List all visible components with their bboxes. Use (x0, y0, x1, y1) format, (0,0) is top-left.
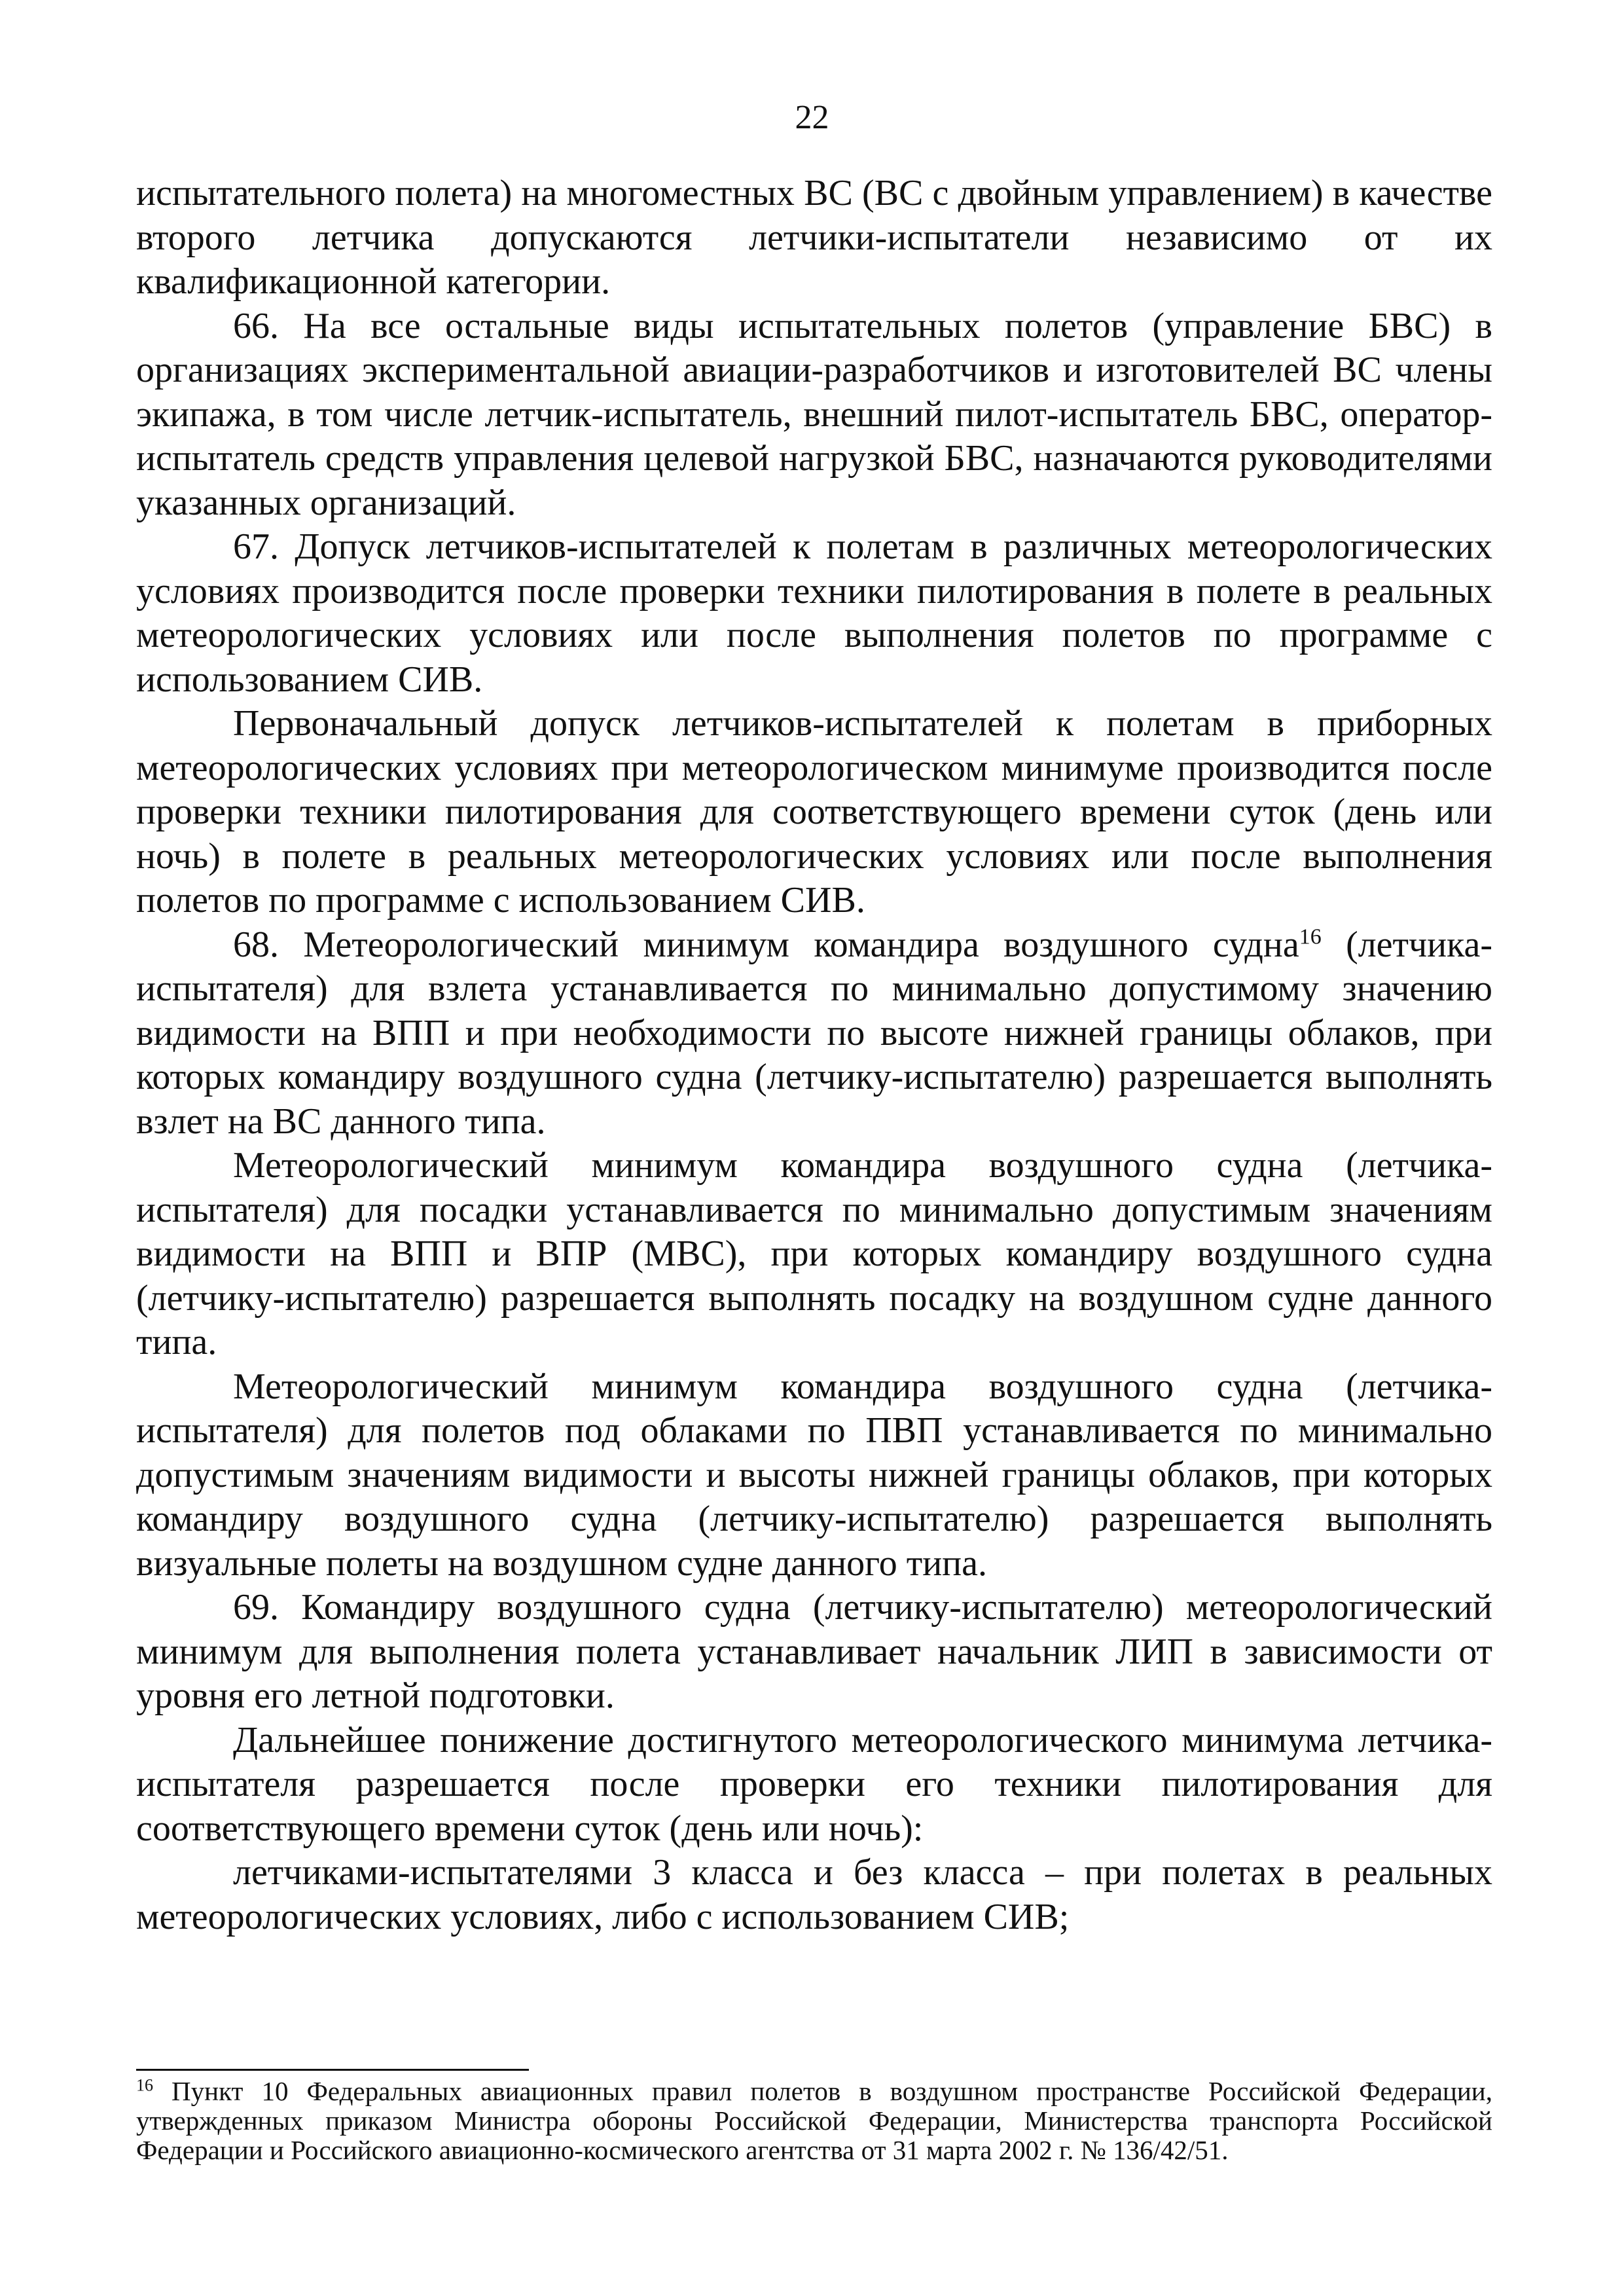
paragraph-69-list-item: летчиками-испытателями 3 класса и без класса – при полетах в реальных метеорологических условиях, либо с использованием СИВ; (136, 1852, 1492, 1937)
paragraph-67: 67. Допуск летчиков-испытателей к полетам в различных метеорологических условиях производится после проверки техники пилотирования в полете в реальных метеорологических условиях или после выполнения полетов по программе с использованием СИВ. (136, 526, 1492, 700)
paragraph-69-further-lowering: Дальнейшее понижение достигнутого метеорологического минимума летчика-испытателя разрешается после проверки его техники пилотирования для соответствующего времени суток (день или ночь): (136, 1719, 1492, 1849)
footnote-text: Пункт 10 Федеральных авиационных правил полетов в воздушном пространстве Российской Федерации, утвержденных приказом Министра обороны Российской Федерации, Министерства транспорта Российской Федерации и Российского авиационно-космического агентства от 31 марта 2002 г. № 136/42/51. (136, 2076, 1492, 2165)
paragraph-68 (136, 923, 1492, 1144)
footnote (136, 2077, 1492, 2165)
paragraph-69: 69. Командиру воздушного судна (летчику-испытателю) метеорологический минимум для выполнения полета устанавливает начальник ЛИП в зависимости от уровня его летной подготовки. (136, 1587, 1492, 1716)
page-number: 22 (795, 99, 829, 136)
paragraph-67-initial-admission: Первоначальный допуск летчиков-испытателей к полетам в приборных метеорологических условиях при метеорологическом минимуме производится после проверки техники пилотирования для соответствующего времени суток (день или ночь) в полете в реальных метеорологических условиях или после выполнения полетов по программе с использованием СИВ. (136, 703, 1492, 920)
paragraph-68-vfr-minimum: Метеорологический минимум командира воздушного судна (летчика-испытателя) для полетов под облаками по ПВП устанавливается по минимально допустимым значениям видимости и высоты нижней границы облаков, при которых командиру воздушного судна (летчику-испытателю) разрешается выполнять визуальные полеты на воздушном судне данного типа. (136, 1366, 1492, 1584)
paragraph-68-text-end: (летчика-испытателя) для взлета устанавливается по минимально допустимому значению видимости на ВПП и при необходимости по высоте нижней границы облаков, при которых командиру воздушного судна (летчику-испытателю) разрешается выполнять взлет на ВС данного типа. (136, 924, 1492, 1142)
paragraph-continued: испытательного полета) на многоместных ВС (ВС с двойным управлением) в качестве второго летчика допускаются летчики-испытатели независимо от их квалификационной категории. (136, 173, 1492, 302)
paragraph-66: 66. На все остальные виды испытательных полетов (управление БВС) в организациях экспериментальной авиации-разработчиков и изготовителей ВС члены экипажа, в том числе летчик-испытатель, внешний пилот-испытатель БВС, оператор-испытатель средств управления целевой нагрузкой БВС, назначаются руководителями указанных организаций. (136, 305, 1492, 523)
footnote-separator (136, 2069, 529, 2071)
paragraph-68-text-start: 68. Метеорологический минимум командира воздушного судна (233, 924, 1299, 965)
document-body (136, 172, 1492, 1939)
paragraph-68-landing-minimum: Метеорологический минимум командира воздушного судна (летчика-испытателя) для посадки устанавливается по минимально допустимым значениям видимости на ВПП и ВПР (МВС), при которых командиру воздушного судна (летчику-испытателю) разрешается выполнять посадку на воздушном судне данного типа. (136, 1145, 1492, 1362)
footnote-marker: 16 (136, 2075, 153, 2095)
footnote-reference: 16 (1299, 924, 1322, 949)
